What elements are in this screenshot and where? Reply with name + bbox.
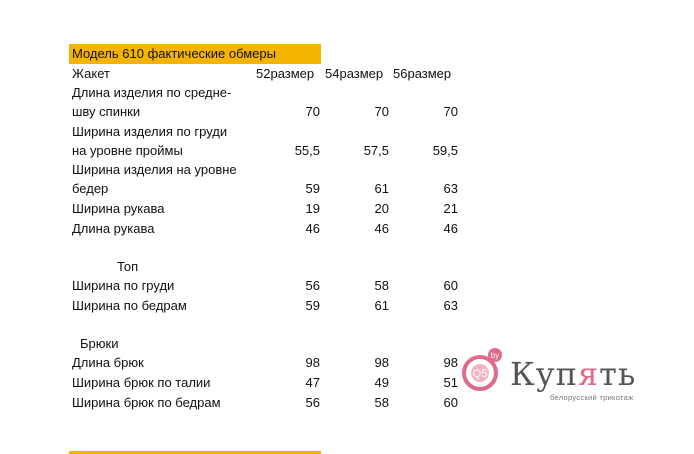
logo-badge: by (490, 351, 500, 360)
value-size-56: 60 (443, 278, 458, 293)
table-row (0, 221, 694, 240)
row-label: Длина брюк (72, 355, 144, 370)
table-row (0, 162, 694, 181)
logo-mark-letters: Q5 (472, 368, 488, 380)
table-row (0, 104, 694, 123)
value-size-52: 59 (305, 298, 320, 313)
value-size-54: 61 (374, 181, 389, 196)
size-header-54: 54размер (325, 66, 384, 81)
value-size-52: 47 (305, 375, 320, 390)
value-size-54: 49 (374, 375, 389, 390)
row-label: шву спинки (72, 104, 141, 119)
value-size-56: 63 (443, 181, 458, 196)
value-size-52: 19 (305, 201, 320, 216)
row-label: Ширина изделия по груди (72, 124, 228, 139)
value-size-56: 59,5 (432, 143, 458, 158)
table-row (0, 85, 694, 104)
value-size-54: 61 (374, 298, 389, 313)
top-header-row (0, 259, 694, 278)
page-title: Модель 610 фактические обмеры (72, 46, 276, 61)
table-row (0, 201, 694, 220)
value-size-54: 58 (374, 395, 389, 410)
row-label: Ширина брюк по талии (72, 375, 211, 390)
table-row (0, 298, 694, 317)
value-size-52: 70 (305, 104, 320, 119)
row-label: Ширина рукава (72, 201, 165, 216)
value-size-52: 59 (305, 181, 320, 196)
row-label: Ширина по бедрам (72, 298, 187, 313)
row-label: бедер (72, 181, 109, 196)
value-size-56: 63 (443, 298, 458, 313)
value-size-56: 60 (443, 395, 458, 410)
value-size-56: 21 (443, 201, 458, 216)
value-size-52: 56 (305, 395, 320, 410)
value-size-54: 46 (374, 221, 389, 236)
value-size-56: 70 (443, 104, 458, 119)
value-size-52: 55,5 (294, 143, 320, 158)
row-label: Ширина брюк по бедрам (72, 395, 221, 410)
value-size-54: 58 (374, 278, 389, 293)
row-label: Длина рукава (72, 221, 155, 236)
value-size-52: 46 (305, 221, 320, 236)
section-title-jacket: Жакет (72, 66, 110, 81)
row-label: Ширина изделия на уровне (72, 162, 237, 177)
value-size-52: 56 (305, 278, 320, 293)
table-row (0, 143, 694, 162)
logo-tagline: белорусский трикотаж (550, 393, 634, 402)
jacket-header-row (0, 66, 694, 85)
value-size-56: 46 (443, 221, 458, 236)
value-size-52: 98 (305, 355, 320, 370)
section-title-trousers: Брюки (80, 336, 119, 351)
value-size-54: 57,5 (363, 143, 389, 158)
logo-word-end: ть (599, 355, 637, 393)
size-header-56: 56размер (393, 66, 452, 81)
value-size-56: 98 (443, 355, 458, 370)
logo-word-accent: я (577, 355, 600, 393)
logo-mark-icon (458, 343, 514, 399)
logo-word-start: Куп (510, 355, 578, 393)
table-row (0, 278, 694, 297)
value-size-56: 51 (443, 375, 458, 390)
row-label: Ширина по груди (72, 278, 175, 293)
brand-logo (458, 343, 658, 413)
value-size-54: 98 (374, 355, 389, 370)
table-row (0, 124, 694, 143)
table-row (0, 181, 694, 200)
value-size-54: 70 (374, 104, 389, 119)
section-title-top: Топ (117, 259, 139, 274)
row-label: Длина изделия по средне- (72, 85, 232, 100)
logo-wordmark (510, 355, 636, 393)
row-label: на уровне проймы (72, 143, 183, 158)
size-header-52: 52размер (256, 66, 315, 81)
value-size-54: 20 (374, 201, 389, 216)
